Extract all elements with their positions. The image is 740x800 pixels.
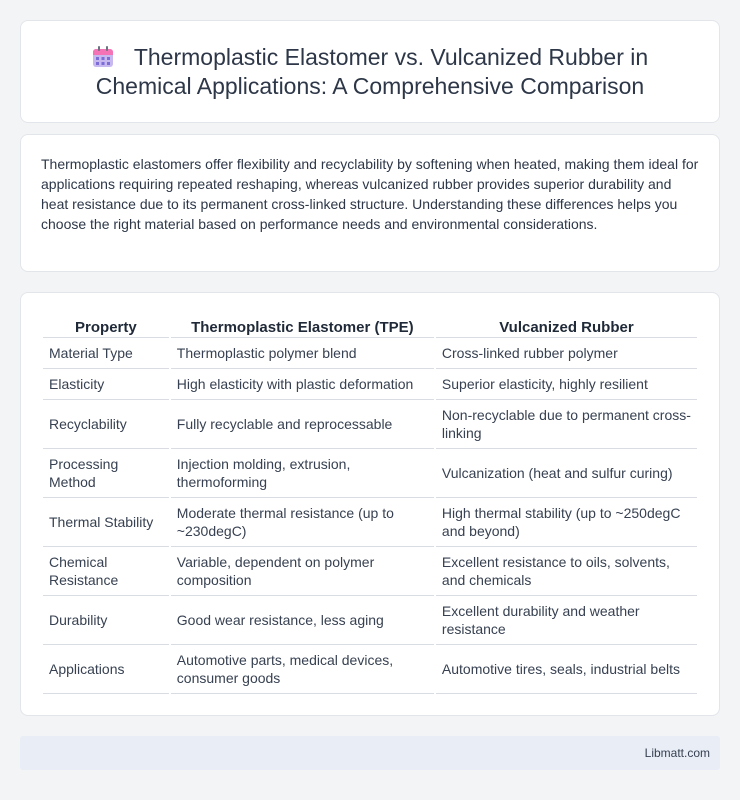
calendar-icon (92, 46, 114, 68)
cell-tpe: Injection molding, extrusion, thermoforming (171, 449, 434, 498)
footer-source-link[interactable]: Libmatt.com (644, 746, 710, 760)
cell-vulcanized: Superior elasticity, highly resilient (436, 369, 697, 400)
header-tpe: Thermoplastic Elastomer (TPE) (171, 315, 434, 338)
footer (20, 736, 720, 770)
cell-tpe: Fully recyclable and reprocessable (171, 400, 434, 449)
cell-property: Thermal Stability (43, 498, 169, 547)
title-card (20, 20, 720, 123)
cell-tpe: Moderate thermal resistance (up to ~230degC) (171, 498, 434, 547)
cell-tpe: High elasticity with plastic deformation (171, 369, 434, 400)
table-header-row (43, 315, 697, 338)
cell-property: Processing Method (43, 449, 169, 498)
table-row (43, 449, 697, 498)
cell-vulcanized: Automotive tires, seals, industrial belts (436, 645, 697, 694)
cell-property: Elasticity (43, 369, 169, 400)
cell-vulcanized: Excellent resistance to oils, solvents, and chemicals (436, 547, 697, 596)
table-row (43, 338, 697, 369)
table-row (43, 369, 697, 400)
cell-vulcanized: Non-recyclable due to permanent cross-linking (436, 400, 697, 449)
cell-tpe: Thermoplastic polymer blend (171, 338, 434, 369)
cell-property: Durability (43, 596, 169, 645)
cell-property: Recyclability (43, 400, 169, 449)
table-row (43, 400, 697, 449)
cell-tpe: Variable, dependent on polymer composition (171, 547, 434, 596)
table-row (43, 596, 697, 645)
comparison-table (41, 315, 699, 694)
cell-vulcanized: High thermal stability (up to ~250degC and beyond) (436, 498, 697, 547)
cell-tpe: Good wear resistance, less aging (171, 596, 434, 645)
cell-vulcanized: Cross-linked rubber polymer (436, 338, 697, 369)
header-property: Property (43, 315, 169, 338)
cell-property: Chemical Resistance (43, 547, 169, 596)
intro-card (20, 134, 720, 272)
table-row (43, 645, 697, 694)
cell-vulcanized: Excellent durability and weather resistance (436, 596, 697, 645)
table-row (43, 498, 697, 547)
page-title-text: Thermoplastic Elastomer vs. Vulcanized Rubber in Chemical Applications: A Comprehensive Comparison (95, 43, 649, 99)
cell-vulcanized: Vulcanization (heat and sulfur curing) (436, 449, 697, 498)
page-title (21, 43, 719, 101)
table-row (43, 547, 697, 596)
comparison-card (20, 292, 720, 716)
intro-paragraph: Thermoplastic elastomers offer flexibility and recyclability by softening when heated, making them ideal for applications requiring repeated reshaping, whereas vulcanized rubber provides superior durability and heat resistance due to its permanent cross-linked structure. Understanding these differences helps you choose the right material based on performance needs and environmental considerations. (41, 156, 699, 232)
cell-tpe: Automotive parts, medical devices, consumer goods (171, 645, 434, 694)
cell-property: Applications (43, 645, 169, 694)
cell-property: Material Type (43, 338, 169, 369)
header-vulcanized: Vulcanized Rubber (436, 315, 697, 338)
